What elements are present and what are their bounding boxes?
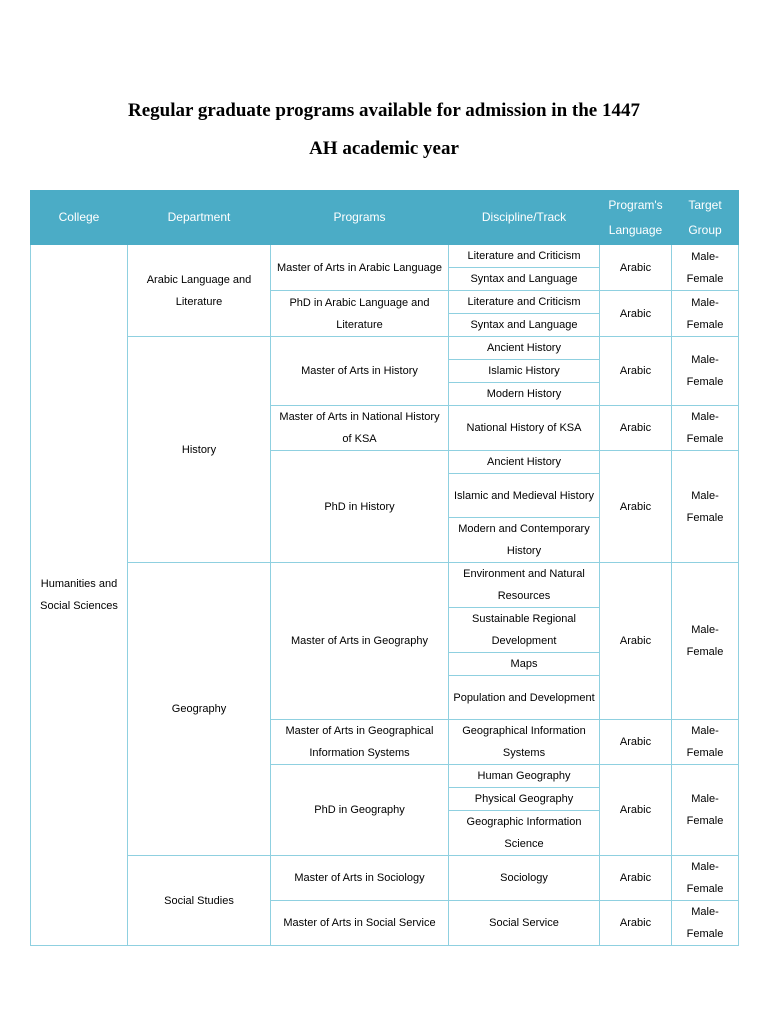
- program-cell: Master of Arts in Geographical Information Systems: [271, 720, 449, 765]
- header-language: Program's Language: [600, 191, 672, 245]
- language-cell: Arabic: [600, 765, 672, 856]
- program-cell: Master of Arts in Arabic Language: [271, 245, 449, 291]
- program-cell: Master of Arts in National History of KSA: [271, 406, 449, 451]
- table-row: [31, 245, 739, 268]
- header-department: Department: [128, 191, 271, 245]
- track-cell: Population and Development: [449, 676, 600, 720]
- language-cell: Arabic: [600, 291, 672, 337]
- table-row: [31, 856, 739, 879]
- track-cell: Islamic and Medieval History: [449, 474, 600, 518]
- target-cell: Male-Female: [672, 856, 739, 901]
- program-cell: PhD in Geography: [271, 765, 449, 856]
- language-cell: Arabic: [600, 901, 672, 946]
- header-discipline: Discipline/Track: [449, 191, 600, 245]
- language-cell: Arabic: [600, 451, 672, 563]
- language-cell: Arabic: [600, 856, 672, 901]
- track-cell: Environment and Natural Resources: [449, 563, 600, 608]
- department-cell: History: [128, 337, 271, 563]
- target-cell: Male-Female: [672, 563, 739, 720]
- language-cell: Arabic: [600, 245, 672, 291]
- target-cell: Male-Female: [672, 245, 739, 291]
- target-cell: Male-Female: [672, 291, 739, 337]
- track-cell: Sustainable Regional Development: [449, 608, 600, 653]
- title-line-2: AH academic year: [309, 138, 459, 159]
- track-cell: Social Service: [449, 901, 600, 946]
- language-cell: Arabic: [600, 720, 672, 765]
- table-row: [31, 563, 739, 586]
- program-cell: Master of Arts in Social Service: [271, 901, 449, 946]
- title-line-1: Regular graduate programs available for admission in the 1447: [128, 100, 640, 121]
- track-cell: Geographic Information Science: [449, 811, 600, 856]
- department-cell: Social Studies: [128, 856, 271, 946]
- target-cell: Male-Female: [672, 765, 739, 856]
- track-cell: Ancient History: [449, 337, 600, 360]
- language-cell: Arabic: [600, 563, 672, 720]
- department-cell: Arabic Language and Literature: [128, 245, 271, 337]
- target-cell: Male-Female: [672, 901, 739, 946]
- language-cell: Arabic: [600, 406, 672, 451]
- track-cell: Modern and Contemporary History: [449, 518, 600, 563]
- table-header-row: [31, 191, 739, 245]
- track-cell: Literature and Criticism: [449, 245, 600, 268]
- header-college: College: [31, 191, 128, 245]
- target-cell: Male-Female: [672, 406, 739, 451]
- program-cell: Master of Arts in Geography: [271, 563, 449, 720]
- header-target: Target Group: [672, 191, 739, 245]
- program-cell: Master of Arts in Sociology: [271, 856, 449, 901]
- track-cell: Modern History: [449, 383, 600, 406]
- track-cell: Syntax and Language: [449, 268, 600, 291]
- college-cell: Humanities and Social Sciences: [31, 245, 128, 946]
- track-cell: Geographical Information Systems: [449, 720, 600, 765]
- program-cell: PhD in Arabic Language and Literature: [271, 291, 449, 337]
- target-cell: Male-Female: [672, 720, 739, 765]
- department-cell: Geography: [128, 563, 271, 856]
- track-cell: Sociology: [449, 856, 600, 901]
- track-cell: Syntax and Language: [449, 314, 600, 337]
- track-cell: National History of KSA: [449, 406, 600, 451]
- programs-table: [30, 190, 739, 946]
- program-cell: PhD in History: [271, 451, 449, 563]
- table-row: [31, 337, 739, 360]
- track-cell: Ancient History: [449, 451, 600, 474]
- track-cell: Physical Geography: [449, 788, 600, 811]
- header-programs: Programs: [271, 191, 449, 245]
- page-title: [0, 92, 768, 168]
- track-cell: Maps: [449, 653, 600, 676]
- track-cell: Human Geography: [449, 765, 600, 788]
- language-cell: Arabic: [600, 337, 672, 406]
- track-cell: Literature and Criticism: [449, 291, 600, 314]
- target-cell: Male-Female: [672, 451, 739, 563]
- target-cell: Male-Female: [672, 337, 739, 406]
- track-cell: Islamic History: [449, 360, 600, 383]
- program-cell: Master of Arts in History: [271, 337, 449, 406]
